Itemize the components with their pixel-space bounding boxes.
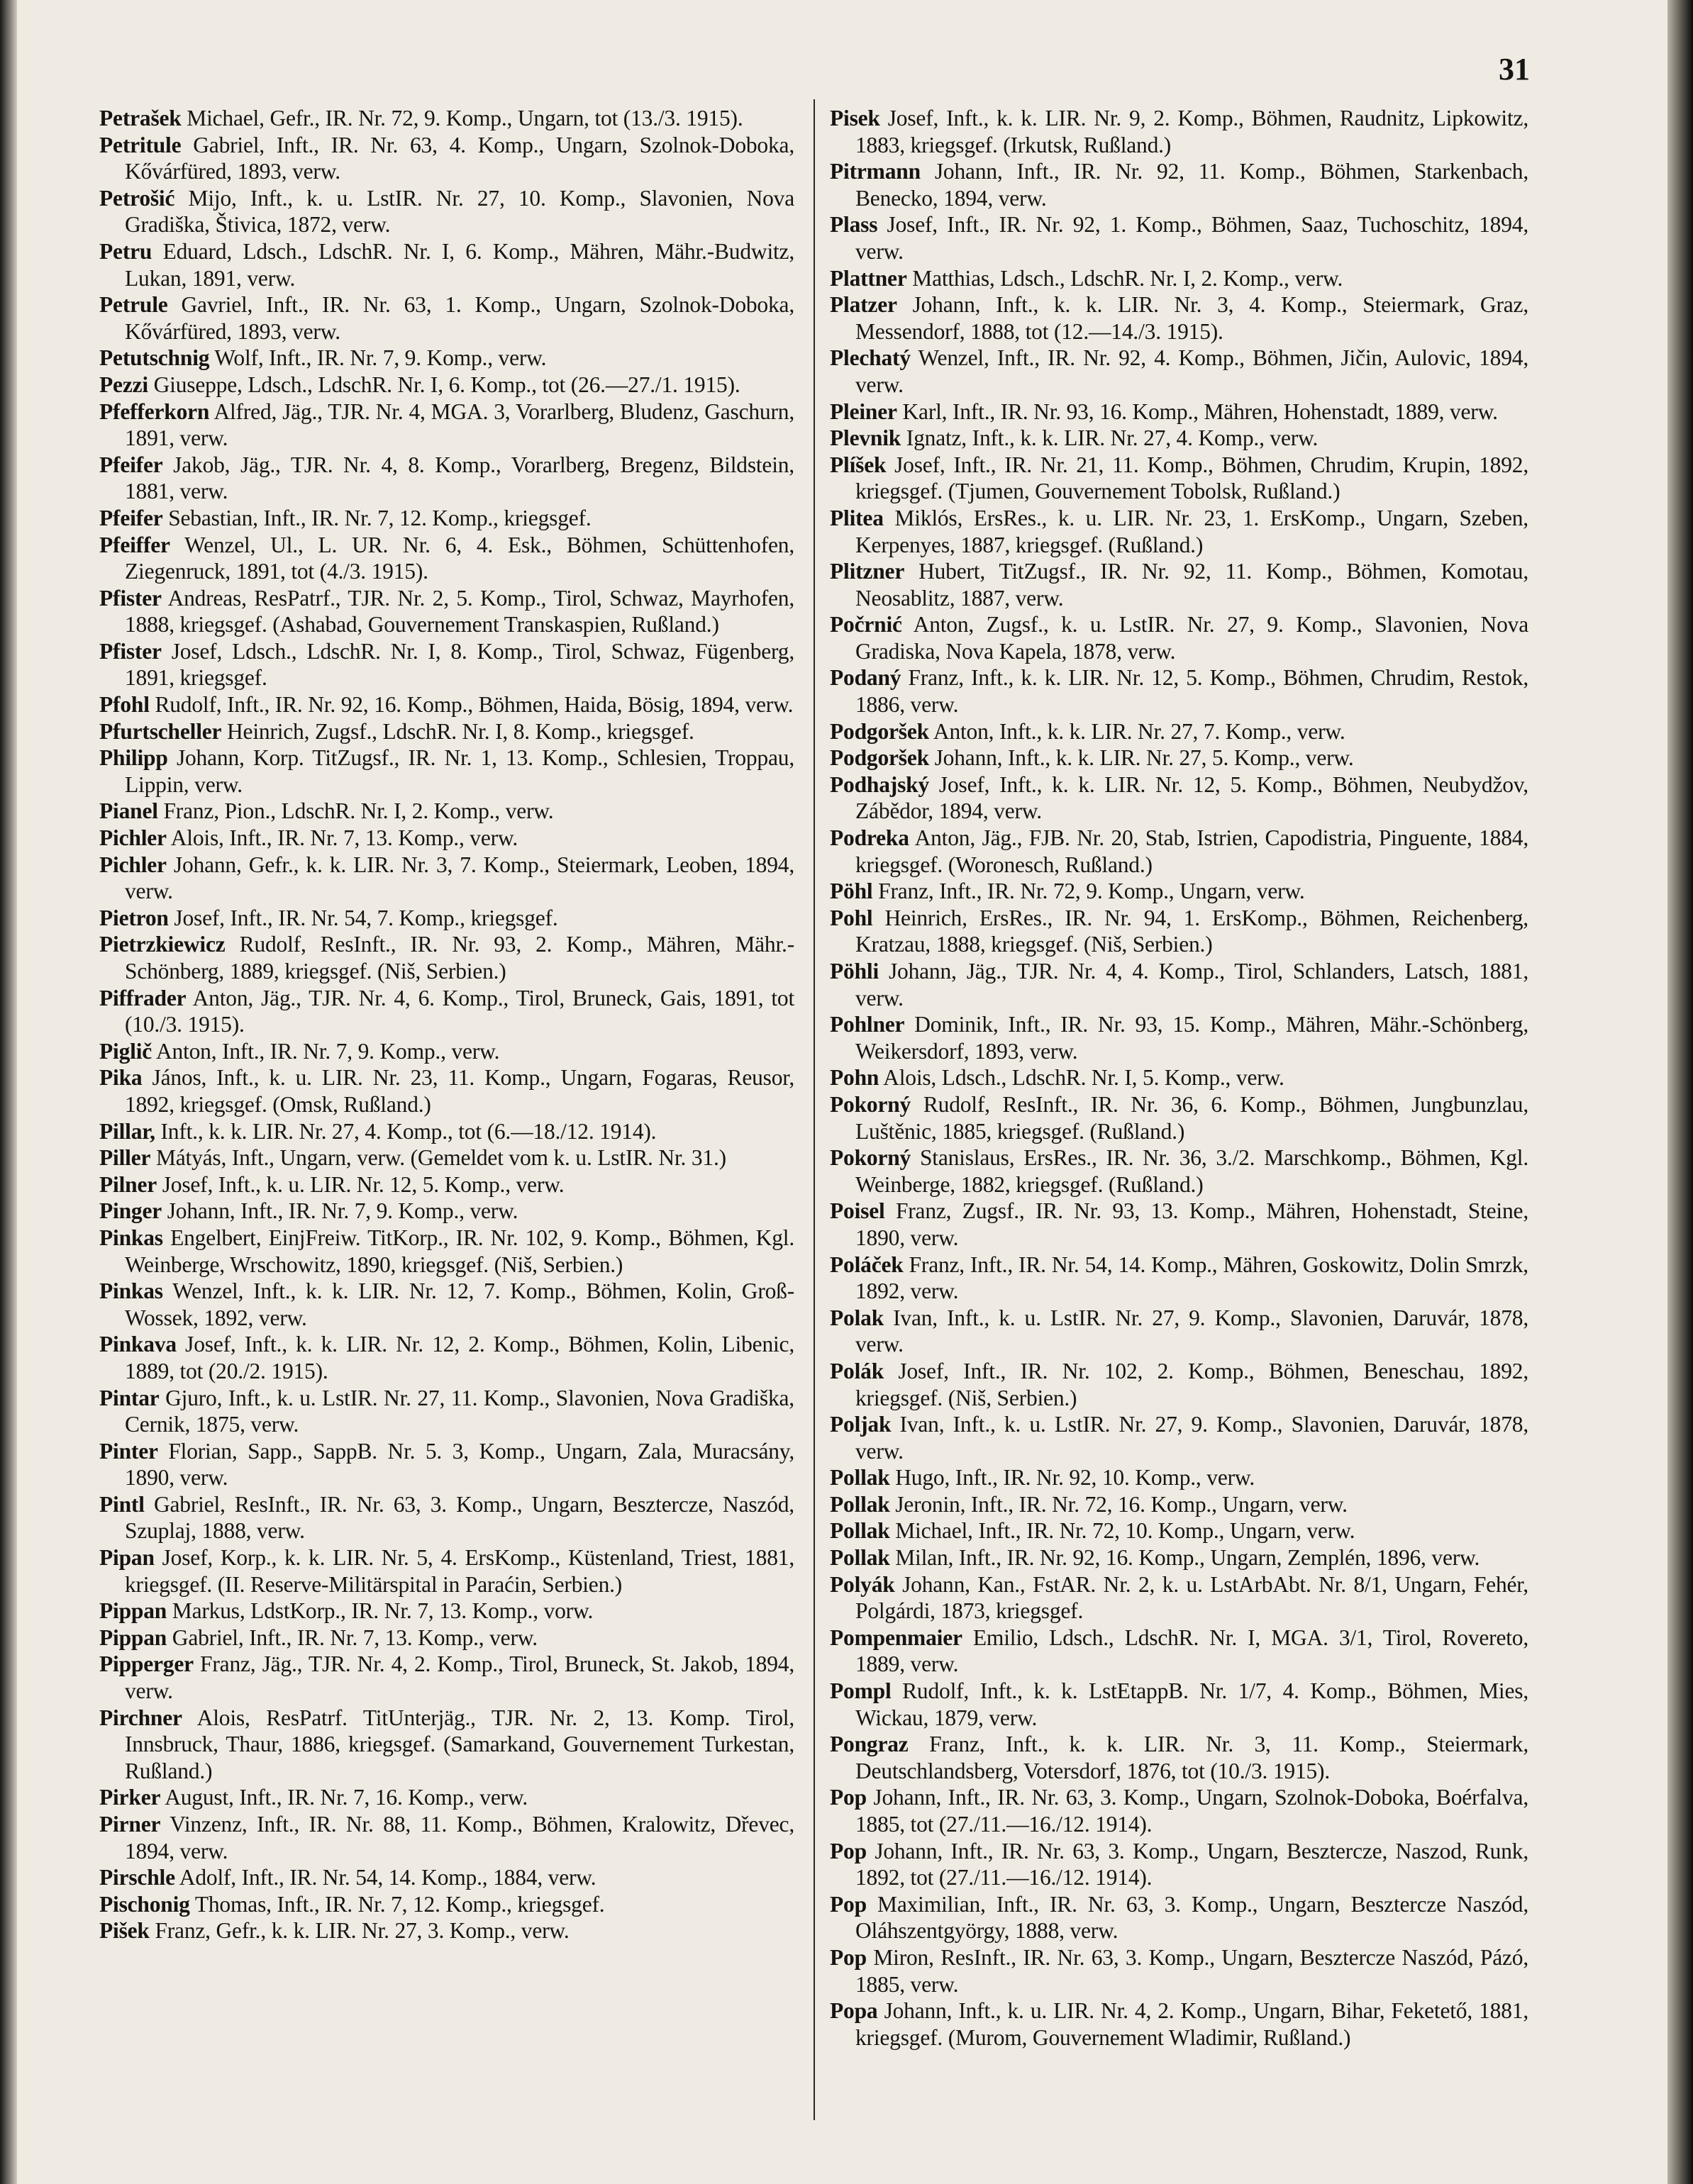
- register-entry: [99, 1385, 794, 1438]
- entry-surname: Pompl: [830, 1678, 892, 1704]
- entry-details: Eduard, Ldsch., LdschR. Nr. I, 6. Komp., Mähren, Mähr.-Budwitz, Lukan, 1891, verw.: [125, 238, 794, 291]
- register-entry: [830, 1998, 1528, 2051]
- entry-surname: Pollak: [830, 1465, 890, 1491]
- entry-surname: Polyák: [830, 1571, 895, 1597]
- entry-details: Hugo, Inft., IR. Nr. 92, 10. Komp., verw.: [889, 1465, 1255, 1491]
- entry-details: Johann, Inft., IR. Nr. 92, 11. Komp., Böhmen, Starkenbach, Benecko, 1894, verw.: [855, 159, 1528, 211]
- register-entry: [830, 1411, 1528, 1464]
- register-entry: [99, 931, 794, 984]
- entry-surname: Pokorný: [830, 1145, 911, 1171]
- entry-surname: Pop: [830, 1785, 867, 1810]
- entry-surname: Pippan: [99, 1625, 167, 1650]
- register-entry: [99, 505, 794, 532]
- register-entry: [99, 185, 794, 238]
- register-entry: [99, 399, 794, 452]
- entry-surname: Pirker: [99, 1785, 161, 1810]
- register-entry: [99, 985, 794, 1038]
- entry-details: Gabriel, Inft., IR. Nr. 63, 4. Komp., Ungarn, Szolnok-Doboka, Kővárfüred, 1893, verw.: [125, 132, 794, 184]
- entry-surname: Pipan: [99, 1545, 155, 1571]
- register-entry: [830, 825, 1528, 878]
- page-edge-left: [0, 0, 17, 2184]
- entry-surname: Pokorný: [830, 1091, 911, 1117]
- register-entry: [830, 664, 1528, 718]
- entry-surname: Pinter: [99, 1438, 158, 1464]
- entry-surname: Poljak: [830, 1412, 892, 1437]
- register-entry: [830, 1064, 1528, 1091]
- entry-details: Miklós, ErsRes., k. u. LIR. Nr. 23, 1. ErsKomp., Ungarn, Szeben, Kerpenyes, 1887, kriegsgef. (Rußland.): [855, 505, 1528, 557]
- entry-surname: Pöhl: [830, 879, 873, 904]
- entry-surname: Pirner: [99, 1812, 161, 1837]
- entry-surname: Pongraz: [830, 1732, 909, 1757]
- entry-surname: Plevnik: [830, 425, 901, 451]
- register-entry: [99, 372, 794, 399]
- entry-surname: Plitzner: [830, 559, 905, 584]
- entry-details: Josef, Ldsch., LdschR. Nr. I, 8. Komp., Tirol, Schwaz, Fügenberg, 1891, kriegsgef.: [125, 638, 794, 691]
- entry-details: Mátyás, Inft., Ungarn, verw. (Gemeldet vom k. u. LstIR. Nr. 31.): [150, 1145, 726, 1171]
- entry-surname: Pinkava: [99, 1332, 177, 1357]
- register-entry: [99, 1625, 794, 1651]
- entry-details: Ivan, Inft., k. u. LstIR. Nr. 27, 9. Komp., Slavonien, Daruvár, 1878, verw.: [855, 1412, 1528, 1464]
- register-entry: [830, 878, 1528, 905]
- entry-details: Anton, Inft., k. k. LIR. Nr. 27, 7. Komp., verw.: [928, 718, 1345, 744]
- entry-surname: Počrnić: [830, 612, 902, 637]
- entry-details: Maximilian, Inft., IR. Nr. 63, 3. Komp., Ungarn, Besztercze Naszód, Oláhszentgyörgy, 1888, verw.: [855, 1891, 1528, 1944]
- register-entry: [830, 1517, 1528, 1544]
- entry-details: Wolf, Inft., IR. Nr. 7, 9. Komp., verw.: [209, 345, 547, 371]
- entry-details: Johann, Jäg., TJR. Nr. 4, 4. Komp., Tirol, Schlanders, Latsch, 1881, verw.: [855, 959, 1528, 1010]
- entry-surname: Pfister: [99, 585, 162, 611]
- register-entry: [99, 1598, 794, 1625]
- entry-details: Gavriel, Inft., IR. Nr. 63, 1. Komp., Ungarn, Szolnok-Doboka, Kővárfüred, 1893, verw.: [125, 292, 794, 344]
- register-entry: [99, 1784, 794, 1811]
- entry-surname: Popa: [830, 1998, 878, 2024]
- entry-details: Johann, Inft., IR. Nr. 63, 3. Komp., Ungarn, Szolnok-Doboka, Boérfalva, 1885, tot (27./11.—16./12. 1914).: [855, 1785, 1528, 1837]
- entry-details: Rudolf, ResInft., IR. Nr. 36, 6. Komp., Böhmen, Jungbunzlau, Luštěnic, 1885, kriegsgef. (Rußland.): [855, 1091, 1528, 1144]
- entry-details: Emilio, Ldsch., LdschR. Nr. I, MGA. 3/1, Tirol, Rovereto, 1889, verw.: [855, 1625, 1528, 1677]
- entry-surname: Pfeiffer: [99, 532, 170, 557]
- register-entry: [830, 1625, 1528, 1678]
- entry-details: Michael, Inft., IR. Nr. 72, 10. Komp., Ungarn, verw.: [889, 1518, 1355, 1544]
- register-entry: [830, 1838, 1528, 1891]
- register-entry: [99, 1917, 794, 1944]
- entry-details: Adolf, Inft., IR. Nr. 54, 14. Komp., 1884, verw.: [174, 1865, 596, 1890]
- register-entry: [830, 1198, 1528, 1251]
- entry-surname: Philipp: [99, 745, 168, 771]
- entry-surname: Pfurtscheller: [99, 718, 222, 744]
- entry-details: Rudolf, Inft., IR. Nr. 92, 16. Komp., Böhmen, Haida, Bösig, 1894, verw.: [149, 692, 794, 718]
- entry-surname: Petrule: [99, 292, 168, 318]
- entry-surname: Pisek: [830, 106, 880, 130]
- entry-surname: Petrašek: [99, 106, 182, 130]
- entry-details: Wenzel, Inft., IR. Nr. 92, 4. Komp., Böhmen, Jičin, Aulovic, 1894, verw.: [855, 345, 1528, 397]
- entry-surname: Pika: [99, 1065, 143, 1091]
- register-entry: [99, 532, 794, 585]
- entry-surname: Pollak: [830, 1491, 890, 1517]
- entry-surname: Plíšek: [830, 452, 887, 477]
- entry-details: Gabriel, ResInft., IR. Nr. 63, 3. Komp., Ungarn, Beszterczе, Naszód, Szuplaj, 1888, verw.: [125, 1491, 794, 1544]
- entry-surname: Pirschle: [99, 1865, 175, 1890]
- register-entry: [830, 745, 1528, 771]
- entry-details: Dominik, Inft., IR. Nr. 93, 15. Komp., Mähren, Mähr.-Schönberg, Weikersdorf, 1893, verw.: [855, 1012, 1528, 1064]
- entry-surname: Pintar: [99, 1385, 160, 1410]
- register-entry: [830, 505, 1528, 558]
- entry-details: Anton, Zugsf., k. u. LstIR. Nr. 27, 9. Komp., Slavonien, Nova Gradiska, Nova Kapela, 1878, verw.: [855, 612, 1528, 664]
- entry-surname: Pianel: [99, 798, 158, 824]
- entry-details: Thomas, Inft., IR. Nr. 7, 12. Komp., kriegsgef.: [189, 1891, 605, 1917]
- entry-surname: Pfeifer: [99, 505, 163, 530]
- register-entry: [830, 265, 1528, 292]
- register-entry: [99, 1651, 794, 1704]
- register-entry: [830, 399, 1528, 425]
- entry-surname: Pompenmaier: [830, 1625, 962, 1650]
- register-entry: [99, 1225, 794, 1278]
- right-column: [830, 105, 1528, 2051]
- entry-details: Wenzel, Inft., k. k. LIR. Nr. 12, 7. Komp., Böhmen, Kolin, Groß-Wossek, 1892, verw.: [125, 1278, 794, 1330]
- entry-surname: Pietrzkiewicz: [99, 932, 226, 957]
- entry-surname: Pichler: [99, 852, 167, 877]
- entry-surname: Pillar,: [99, 1118, 155, 1144]
- entry-surname: Pfeifer: [99, 452, 163, 477]
- entry-surname: Pfister: [99, 638, 162, 664]
- register-entry: [99, 852, 794, 905]
- entry-details: Andreas, ResPatrf., TJR. Nr. 2, 5. Komp., Tirol, Schwaz, Mayrhofen, 1888, kriegsgef. (Ashabad, Gouvernement Transkaspien, Rußland.): [125, 585, 794, 637]
- register-entry: [99, 1864, 794, 1891]
- register-entry: [99, 132, 794, 185]
- entry-details: Franz, Inft., k. k. LIR. Nr. 12, 5. Komp., Böhmen, Chrudim, Restok, 1886, verw.: [855, 665, 1528, 718]
- register-entry: [99, 238, 794, 291]
- register-entry: [830, 425, 1528, 452]
- entry-details: Johann, Inft., k. k. LIR. Nr. 3, 4. Komp., Steiermark, Graz, Messendorf, 1888, tot (12.—14./3. 1915).: [855, 292, 1528, 344]
- entry-details: Alois, ResPatrf. TitUnterjäg., TJR. Nr. 2, 13. Komp. Tirol, Innsbruck, Thaur, 1886, kriegsgef. (Samarkand, Gouvernement Turkestan, Rußland.): [125, 1705, 794, 1783]
- entry-surname: Platzer: [830, 292, 897, 318]
- entry-details: Josef, Inft., k. k. LIR. Nr. 9, 2. Komp., Böhmen, Raudnitz, Lipkowitz, 1883, kriegsgef. (Irkutsk, Rußland.): [855, 106, 1528, 157]
- register-entry: [99, 1038, 794, 1065]
- entry-details: Sebastian, Inft., IR. Nr. 7, 12. Komp., kriegsgef.: [162, 505, 592, 530]
- register-entry: [830, 1464, 1528, 1491]
- entry-surname: Pollak: [830, 1545, 890, 1571]
- entry-details: Stanislaus, ErsRes., IR. Nr. 36, 3./2. Marschkomp., Böhmen, Kgl. Weinberge, 1882, kriegsgef. (Rußland.): [855, 1145, 1528, 1197]
- entry-details: Johann, Inft., IR. Nr. 63, 3. Komp., Ungarn, Besztercze, Naszod, Runk, 1892, tot (27./11.—16./12. 1914).: [855, 1838, 1528, 1890]
- entry-details: Franz, Inft., IR. Nr. 72, 9. Komp., Ungarn, verw.: [872, 879, 1305, 904]
- entry-details: Rudolf, Inft., k. k. LstEtappB. Nr. 1/7, 4. Komp., Böhmen, Mies, Wickau, 1879, verw.: [855, 1678, 1528, 1730]
- entry-surname: Podreka: [830, 825, 909, 851]
- register-entry: [99, 825, 794, 852]
- entry-surname: Pinkas: [99, 1278, 163, 1304]
- page-number: 31: [1499, 52, 1530, 87]
- entry-details: Alois, Ldsch., LdschR. Nr. I, 5. Komp., verw.: [879, 1065, 1284, 1091]
- entry-surname: Pišek: [99, 1918, 150, 1944]
- register-entry: [830, 905, 1528, 958]
- entry-details: Alfred, Jäg., TJR. Nr. 4, MGA. 3, Vorarlberg, Bludenz, Gaschurn, 1891, verw.: [125, 399, 794, 451]
- register-entry: [830, 718, 1528, 745]
- register-entry: [830, 158, 1528, 211]
- entry-surname: Pohlner: [830, 1012, 905, 1037]
- entry-details: Ivan, Inft., k. u. LstIR. Nr. 27, 9. Komp., Slavonien, Daruvár, 1878, verw.: [855, 1305, 1528, 1357]
- entry-surname: Plitea: [830, 505, 884, 530]
- entry-details: Hubert, TitZugsf., IR. Nr. 92, 11. Komp., Böhmen, Komotau, Neosablitz, 1887, verw.: [855, 559, 1528, 611]
- entry-surname: Pietron: [99, 905, 169, 930]
- entry-surname: Podgoršek: [830, 745, 929, 771]
- register-entry: [99, 1278, 794, 1331]
- entry-surname: Pezzi: [99, 372, 148, 397]
- register-entry: [99, 745, 794, 798]
- register-entry: [99, 1438, 794, 1491]
- register-entry: [99, 105, 794, 132]
- entry-surname: Piller: [99, 1145, 151, 1171]
- entry-surname: Podgoršek: [830, 718, 929, 744]
- register-entry: [830, 1944, 1528, 1998]
- entry-details: Gjuro, Inft., k. u. LstIR. Nr. 27, 11. Komp., Slavonien, Nova Gradiška, Cernik, 1875, verw.: [125, 1385, 794, 1437]
- register-entry: [830, 452, 1528, 505]
- entry-details: Johann, Inft., IR. Nr. 7, 9. Komp., verw.: [162, 1198, 518, 1224]
- entry-surname: Petru: [99, 238, 152, 264]
- entry-details: Markus, LdstKorp., IR. Nr. 7, 13. Komp., vorw.: [167, 1598, 594, 1624]
- entry-details: Johann, Kan., FstAR. Nr. 2, k. u. LstArbAbt. Nr. 8/1, Ungarn, Fehér, Polgárdi, 1873, kriegsgef.: [855, 1571, 1528, 1624]
- entry-surname: Pichler: [99, 825, 167, 851]
- register-entry: [830, 211, 1528, 264]
- entry-surname: Pollak: [830, 1518, 890, 1544]
- register-entry: [99, 1811, 794, 1864]
- register-entry: [830, 1678, 1528, 1731]
- entry-details: Matthias, Ldsch., LdschR. Nr. I, 2. Komp., verw.: [906, 265, 1343, 291]
- register-entry: [99, 1198, 794, 1225]
- entry-details: Josef, Inft., IR. Nr. 21, 11. Komp., Böhmen, Chrudim, Krupin, 1892, kriegsgef. (Tjumen, Gouvernement Tobolsk, Rußland.): [855, 452, 1528, 504]
- register-entry: [99, 1891, 794, 1918]
- register-entry: [99, 345, 794, 372]
- entry-surname: Pohl: [830, 905, 873, 930]
- register-entry: [99, 905, 794, 932]
- entry-details: Inft., k. k. LIR. Nr. 27, 4. Komp., tot (6.—18./12. 1914).: [155, 1118, 657, 1144]
- register-entry: [830, 958, 1528, 1011]
- register-entry: [830, 1544, 1528, 1571]
- entry-surname: Pohn: [830, 1065, 879, 1091]
- entry-details: Giuseppe, Ldsch., LdschR. Nr. I, 6. Komp., tot (26.—27./1. 1915).: [148, 372, 740, 397]
- entry-surname: Pop: [830, 1838, 867, 1863]
- register-entry: [99, 1491, 794, 1544]
- entry-details: Johann, Korp. TitZugsf., IR. Nr. 1, 13. Komp., Schlesien, Troppau, Lippin, verw.: [125, 745, 794, 797]
- register-entry: [830, 611, 1528, 664]
- entry-surname: Pfohl: [99, 692, 150, 718]
- entry-surname: Pippan: [99, 1598, 167, 1624]
- entry-details: Jeronin, Inft., IR. Nr. 72, 16. Komp., Ungarn, verw.: [889, 1491, 1348, 1517]
- entry-details: Mijo, Inft., k. u. LstIR. Nr. 27, 10. Komp., Slavonien, Nova Gradiška, Štivica, 1872, verw.: [125, 185, 794, 238]
- entry-surname: Pop: [830, 1944, 867, 1970]
- entry-details: János, Inft., k. u. LIR. Nr. 23, 11. Komp., Ungarn, Fogaras, Reusor, 1892, kriegsgef. (Omsk, Rußland.): [125, 1065, 794, 1117]
- entry-surname: Pischonig: [99, 1891, 190, 1917]
- entry-details: Johann, Inft., k. k. LIR. Nr. 27, 5. Komp., verw.: [928, 745, 1354, 771]
- register-entry: [99, 291, 794, 345]
- entry-details: Josef, Inft., IR. Nr. 54, 7. Komp., kriegsgef.: [168, 905, 558, 930]
- register-entry: [99, 718, 794, 745]
- entry-surname: Pintl: [99, 1491, 145, 1517]
- entry-details: Michael, Gefr., IR. Nr. 72, 9. Komp., Ungarn, tot (13./3. 1915).: [181, 106, 743, 130]
- register-entry: [830, 558, 1528, 611]
- entry-details: Josef, Inft., k. k. LIR. Nr. 12, 5. Komp., Böhmen, Neubydžov, Zábědor, 1894, verw.: [855, 771, 1528, 824]
- entry-details: Franz, Pion., LdschR. Nr. I, 2. Komp., verw.: [157, 798, 554, 824]
- register-entry: [830, 1491, 1528, 1518]
- entry-details: Alois, Inft., IR. Nr. 7, 13. Komp., verw.: [166, 825, 518, 851]
- entry-surname: Petritule: [99, 132, 182, 157]
- entry-surname: Pop: [830, 1891, 867, 1917]
- register-entry: [99, 1705, 794, 1785]
- entry-surname: Piffrader: [99, 985, 187, 1010]
- entry-surname: Pipperger: [99, 1651, 194, 1677]
- entry-surname: Plass: [830, 212, 878, 238]
- entry-surname: Poláček: [830, 1252, 904, 1277]
- entry-surname: Polak: [830, 1305, 884, 1330]
- register-entry: [99, 1144, 794, 1171]
- entry-details: Anton, Jäg., TJR. Nr. 4, 6. Komp., Tirol, Bruneck, Gais, 1891, tot (10./3. 1915).: [125, 985, 794, 1037]
- entry-surname: Pilner: [99, 1171, 157, 1197]
- register-entry: [99, 1064, 794, 1118]
- entry-details: Florian, Sapp., SappB. Nr. 5. 3, Komp., Ungarn, Zala, Muracsány, 1890, verw.: [125, 1438, 794, 1491]
- register-entry: [99, 1118, 794, 1145]
- left-column: [99, 105, 794, 1944]
- page-edge-right: [1667, 0, 1693, 2184]
- register-entry: [99, 638, 794, 691]
- column-divider: [814, 99, 815, 2120]
- entry-details: Rudolf, ResInft., IR. Nr. 93, 2. Komp., Mähren, Mähr.-Schönberg, 1889, kriegsgef. (Niš, Serbien.): [125, 932, 794, 984]
- entry-details: Wenzel, Ul., L. UR. Nr. 6, 4. Esk., Böhmen, Schüttenhofen, Ziegenruck, 1891, tot (4./3. 1915).: [125, 532, 794, 584]
- register-entry: [830, 1011, 1528, 1064]
- entry-details: Josef, Inft., k. u. LIR. Nr. 12, 5. Komp., verw.: [157, 1171, 565, 1197]
- register-entry: [99, 798, 794, 825]
- register-entry: [830, 1891, 1528, 1944]
- entry-surname: Petutschnig: [99, 345, 210, 371]
- entry-details: Anton, Inft., IR. Nr. 7, 9. Komp., verw.: [152, 1038, 500, 1064]
- entry-details: Heinrich, ErsRes., IR. Nr. 94, 1. ErsKomp., Böhmen, Reichenberg, Kratzau, 1888, kriegsgef. (Niš, Serbien.): [855, 905, 1528, 957]
- register-entry: [830, 1784, 1528, 1837]
- entry-surname: Pinger: [99, 1198, 162, 1224]
- register-entry: [830, 771, 1528, 825]
- register-entry: [830, 105, 1528, 158]
- register-entry: [830, 345, 1528, 398]
- entry-details: Josef, Inft., IR. Nr. 92, 1. Komp., Böhmen, Saaz, Tuchoschitz, 1894, verw.: [855, 212, 1528, 264]
- register-entry: [99, 452, 794, 505]
- entry-surname: Piglič: [99, 1038, 152, 1064]
- entry-details: Franz, Gefr., k. k. LIR. Nr. 27, 3. Komp., verw.: [149, 1918, 570, 1944]
- register-entry: [99, 585, 794, 638]
- entry-surname: Pinkas: [99, 1225, 163, 1250]
- entry-details: Miron, ResInft., IR. Nr. 63, 3. Komp., Ungarn, Besztercze Naszód, Pázó, 1885, verw.: [855, 1944, 1528, 1997]
- entry-surname: Podhajský: [830, 771, 929, 797]
- entry-details: Franz, Inft., k. k. LIR. Nr. 3, 11. Komp., Steiermark, Deutschlandsberg, Votersdorf, 1876, tot (10./3. 1915).: [855, 1732, 1528, 1783]
- entry-details: Vinzenz, Inft., IR. Nr. 88, 11. Komp., Böhmen, Kralowitz, Dřevec, 1894, verw.: [125, 1812, 794, 1863]
- entry-surname: Pitrmann: [830, 159, 921, 184]
- entry-surname: Podaný: [830, 665, 901, 691]
- entry-surname: Pleiner: [830, 399, 897, 424]
- entry-surname: Pöhli: [830, 959, 879, 984]
- entry-details: Milan, Inft., IR. Nr. 92, 16. Komp., Ungarn, Zemplén, 1896, verw.: [889, 1545, 1480, 1571]
- register-entry: [830, 1358, 1528, 1411]
- entry-details: August, Inft., IR. Nr. 7, 16. Komp., verw.: [160, 1785, 528, 1810]
- entry-surname: Polák: [830, 1358, 884, 1383]
- register-entry: [830, 1252, 1528, 1305]
- entry-details: Johann, Gefr., k. k. LIR. Nr. 3, 7. Komp., Steiermark, Leoben, 1894, verw.: [125, 852, 794, 904]
- entry-surname: Pfefferkorn: [99, 399, 210, 424]
- register-entry: [99, 1331, 794, 1384]
- entry-details: Franz, Jäg., TJR. Nr. 4, 2. Komp., Tirol, Bruneck, St. Jakob, 1894, verw.: [125, 1651, 794, 1704]
- entry-details: Josef, Korp., k. k. LIR. Nr. 5, 4. ErsKomp., Küstenland, Triest, 1881, kriegsgef. (II. Reserve-Militärspital in Paraćin, Serbien.): [125, 1545, 794, 1597]
- register-entry: [99, 691, 794, 718]
- entry-details: Karl, Inft., IR. Nr. 93, 16. Komp., Mähren, Hohenstadt, 1889, verw.: [897, 399, 1498, 424]
- register-entry: [830, 1571, 1528, 1625]
- entry-details: Franz, Zugsf., IR. Nr. 93, 13. Komp., Mähren, Hohenstadt, Steine, 1890, verw.: [855, 1198, 1528, 1250]
- register-entry: [830, 1144, 1528, 1198]
- register-entry: [830, 291, 1528, 345]
- entry-surname: Petrošić: [99, 185, 175, 211]
- entry-details: Johann, Inft., k. u. LIR. Nr. 4, 2. Komp., Ungarn, Bihar, Feketető, 1881, kriegsgef. (Murom, Gouvernement Wladimir, Rußland.): [855, 1998, 1528, 2050]
- entry-details: Gabriel, Inft., IR. Nr. 7, 13. Komp., verw.: [167, 1625, 538, 1650]
- entry-surname: Poisel: [830, 1198, 885, 1224]
- register-entry: [830, 1091, 1528, 1144]
- entry-details: Jakob, Jäg., TJR. Nr. 4, 8. Komp., Vorarlberg, Bregenz, Bildstein, 1881, verw.: [125, 452, 794, 504]
- entry-details: Heinrich, Zugsf., LdschR. Nr. I, 8. Komp., kriegsgef.: [221, 718, 694, 744]
- register-entry: [830, 1731, 1528, 1784]
- entry-details: Anton, Jäg., FJB. Nr. 20, Stab, Istrien, Capodistria, Pinguente, 1884, kriegsgef. (Woronesch, Rußland.): [855, 825, 1528, 877]
- entry-details: Josef, Inft., IR. Nr. 102, 2. Komp., Böhmen, Beneschau, 1892, kriegsgef. (Niš, Serbien.): [855, 1358, 1528, 1410]
- entry-details: Engelbert, EinjFreiw. TitKorp., IR. Nr. 102, 9. Komp., Böhmen, Kgl. Weinberge, Wrschowitz, 1890, kriegsgef. (Niš, Serbien.): [125, 1225, 794, 1277]
- entry-details: Josef, Inft., k. k. LIR. Nr. 12, 2. Komp., Böhmen, Kolin, Libenic, 1889, tot (20./2. 1915).: [125, 1332, 794, 1383]
- register-entry: [99, 1171, 794, 1198]
- register-entry: [830, 1305, 1528, 1358]
- entry-surname: Plechatý: [830, 345, 911, 371]
- entry-surname: Plattner: [830, 265, 907, 291]
- entry-surname: Pirchner: [99, 1705, 182, 1730]
- register-entry: [99, 1544, 794, 1598]
- entry-details: Franz, Inft., IR. Nr. 54, 14. Komp., Mähren, Goskowitz, Dolin Smrzk, 1892, verw.: [855, 1252, 1528, 1304]
- entry-details: Ignatz, Inft., k. k. LIR. Nr. 27, 4. Komp., verw.: [901, 425, 1319, 451]
